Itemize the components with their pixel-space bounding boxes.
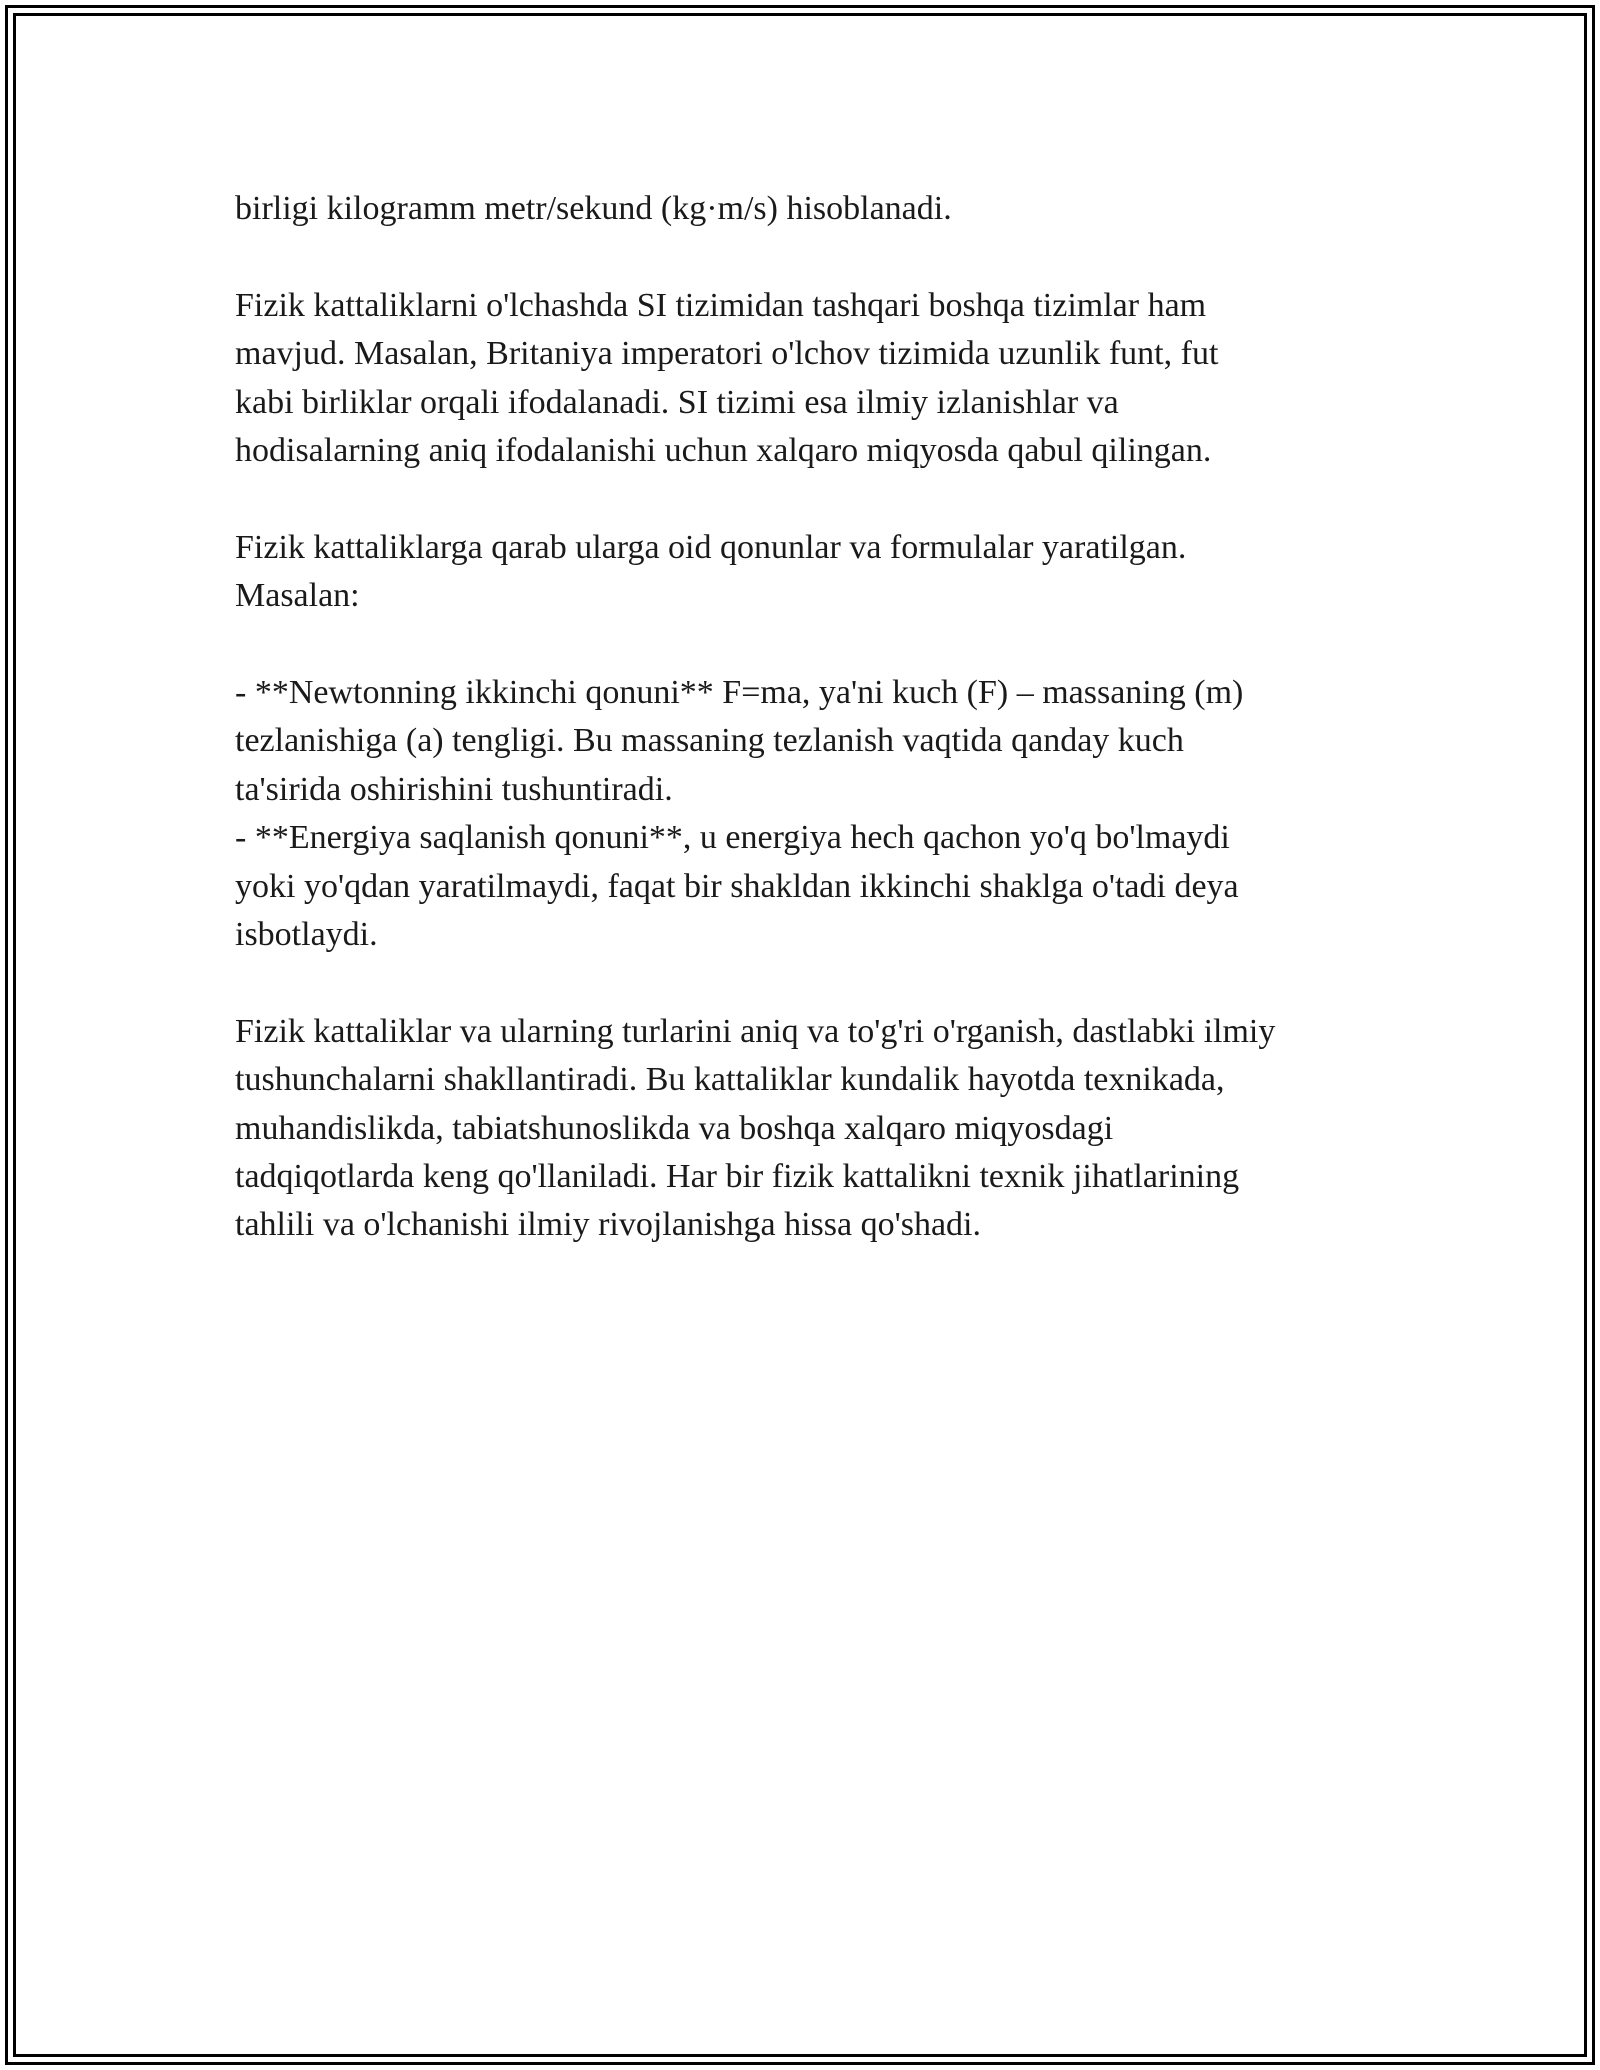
list-item-energy-law xyxy=(235,814,1385,959)
document-body xyxy=(235,185,1385,1298)
text-line: isbotlaydi. xyxy=(235,916,378,954)
text-line: - **Energiya saqlanish qonuni**, u energiya hech qachon yo'q bo'lmaydi xyxy=(235,819,1230,857)
text-line: tadqiqotlarda keng qo'llaniladi. Har bir fizik kattalikni texnik jihatlarining xyxy=(235,1158,1240,1196)
text-line: tahlili va o'lchanishi ilmiy rivojlanishga hissa qo'shadi. xyxy=(235,1206,981,1244)
text-line: - **Newtonning ikkinchi qonuni** F=ma, ya'ni kuch (F) – massaning (m) xyxy=(235,674,1244,712)
text-line: ta'sirida oshirishini tushuntiradi. xyxy=(235,770,673,808)
text-line: Fizik kattaliklarga qarab ularga oid qonunlar va formulalar yaratilgan. xyxy=(235,528,1187,566)
text-line: Fizik kattaliklar va ularning turlarini aniq va to'g'ri o'rganish, dastlabki ilmiy xyxy=(235,1012,1276,1050)
text-line: tezlanishiga (a) tengligi. Bu massaning tezlanish vaqtida qanday kuch xyxy=(235,722,1184,760)
paragraph-laws-intro xyxy=(235,524,1385,621)
text-line: birligi kilogramm metr/sekund (kg·m/s) hisoblanadi. xyxy=(235,190,952,227)
text-line: tushunchalarni shakllantiradi. Bu kattaliklar kundalik hayotda texnikada, xyxy=(235,1061,1225,1099)
paragraph-momentum-unit xyxy=(235,185,1385,233)
text-line: muhandislikda, tabiatshunoslikda va boshqa xalqaro miqyosdagi xyxy=(235,1109,1114,1147)
text-line: Masalan: xyxy=(235,577,360,615)
text-line: kabi birliklar orqali ifodalanadi. SI tizimi esa ilmiy izlanishlar va xyxy=(235,383,1119,421)
paragraph-conclusion xyxy=(235,1008,1385,1250)
text-line: hodisalarning aniq ifodalanishi uchun xalqaro miqyosda qabul qilingan. xyxy=(235,432,1212,470)
paragraph-other-systems xyxy=(235,282,1385,476)
text-line: Fizik kattaliklarni o'lchashda SI tizimidan tashqari boshqa tizimlar ham xyxy=(235,286,1207,324)
text-line: mavjud. Masalan, Britaniya imperatori o'lchov tizimida uzunlik funt, fut xyxy=(235,335,1219,373)
text-line: yoki yo'qdan yaratilmaydi, faqat bir shakldan ikkinchi shaklga o'tadi deya xyxy=(235,867,1239,905)
list-item-newton-law xyxy=(235,669,1385,814)
